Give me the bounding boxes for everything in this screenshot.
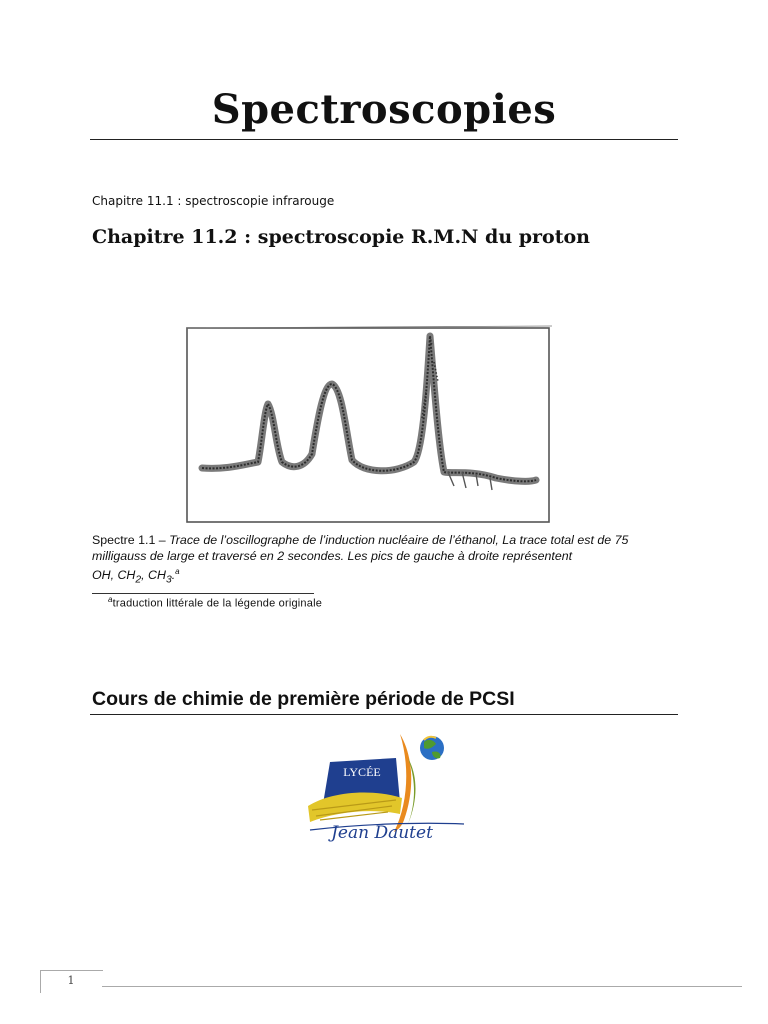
caption-footnote-marker: a [175, 567, 180, 576]
course-title-underline [90, 714, 678, 715]
chapter-11-1-heading: Chapitre 11.1 : spectroscopie infrarouge [92, 194, 335, 208]
caption-species-oh: OH [92, 568, 111, 583]
page-number: 1 [67, 974, 75, 987]
title-underline [90, 139, 678, 140]
caption-species-ch3: CH [148, 568, 166, 583]
nmr-spectrum-figure [186, 322, 554, 526]
logo-signature-text: Jean Dautet [331, 823, 433, 843]
caption-label: Spectre 1.1 – [92, 533, 170, 547]
footnote [108, 595, 322, 610]
footnote-text: traduction littérale de la légende originale [112, 597, 323, 610]
caption-species-ch2: CH [117, 568, 136, 583]
chapter-11-2-heading: Chapitre 11.2 : spectroscopie R.M.N du proton [92, 226, 590, 248]
logo-top-text: LYCÉE [343, 765, 381, 779]
caption-text: Trace de l’oscillographe de l’induction nucléaire de l’éthanol, La trace total est de 75 milligauss de large et traversé en 2 secondes. Les pics de gauche à droite représentent [92, 533, 629, 563]
document-title: Spectroscopies [211, 86, 557, 133]
footer-rule [102, 986, 742, 987]
footnote-marker: a [108, 595, 113, 604]
caption-species-ch3-sub: 3 [165, 574, 172, 586]
footnote-separator [92, 593, 314, 594]
course-title: Cours de chimie de première période de PCSI [92, 688, 515, 710]
figure-caption: Spectre 1.1 – Trace de l’oscillographe de l’induction nucléaire de l’éthanol, La trace total est de 75 milligauss de large et traversé en 2 secondes. Les pics de gauche à droite représentent OH, $CH_2$, $CH_3.^a$ [92, 533, 629, 586]
caption-species-ch2-sub: 2 [135, 574, 142, 586]
lycee-jean-dautet-logo [300, 726, 472, 850]
